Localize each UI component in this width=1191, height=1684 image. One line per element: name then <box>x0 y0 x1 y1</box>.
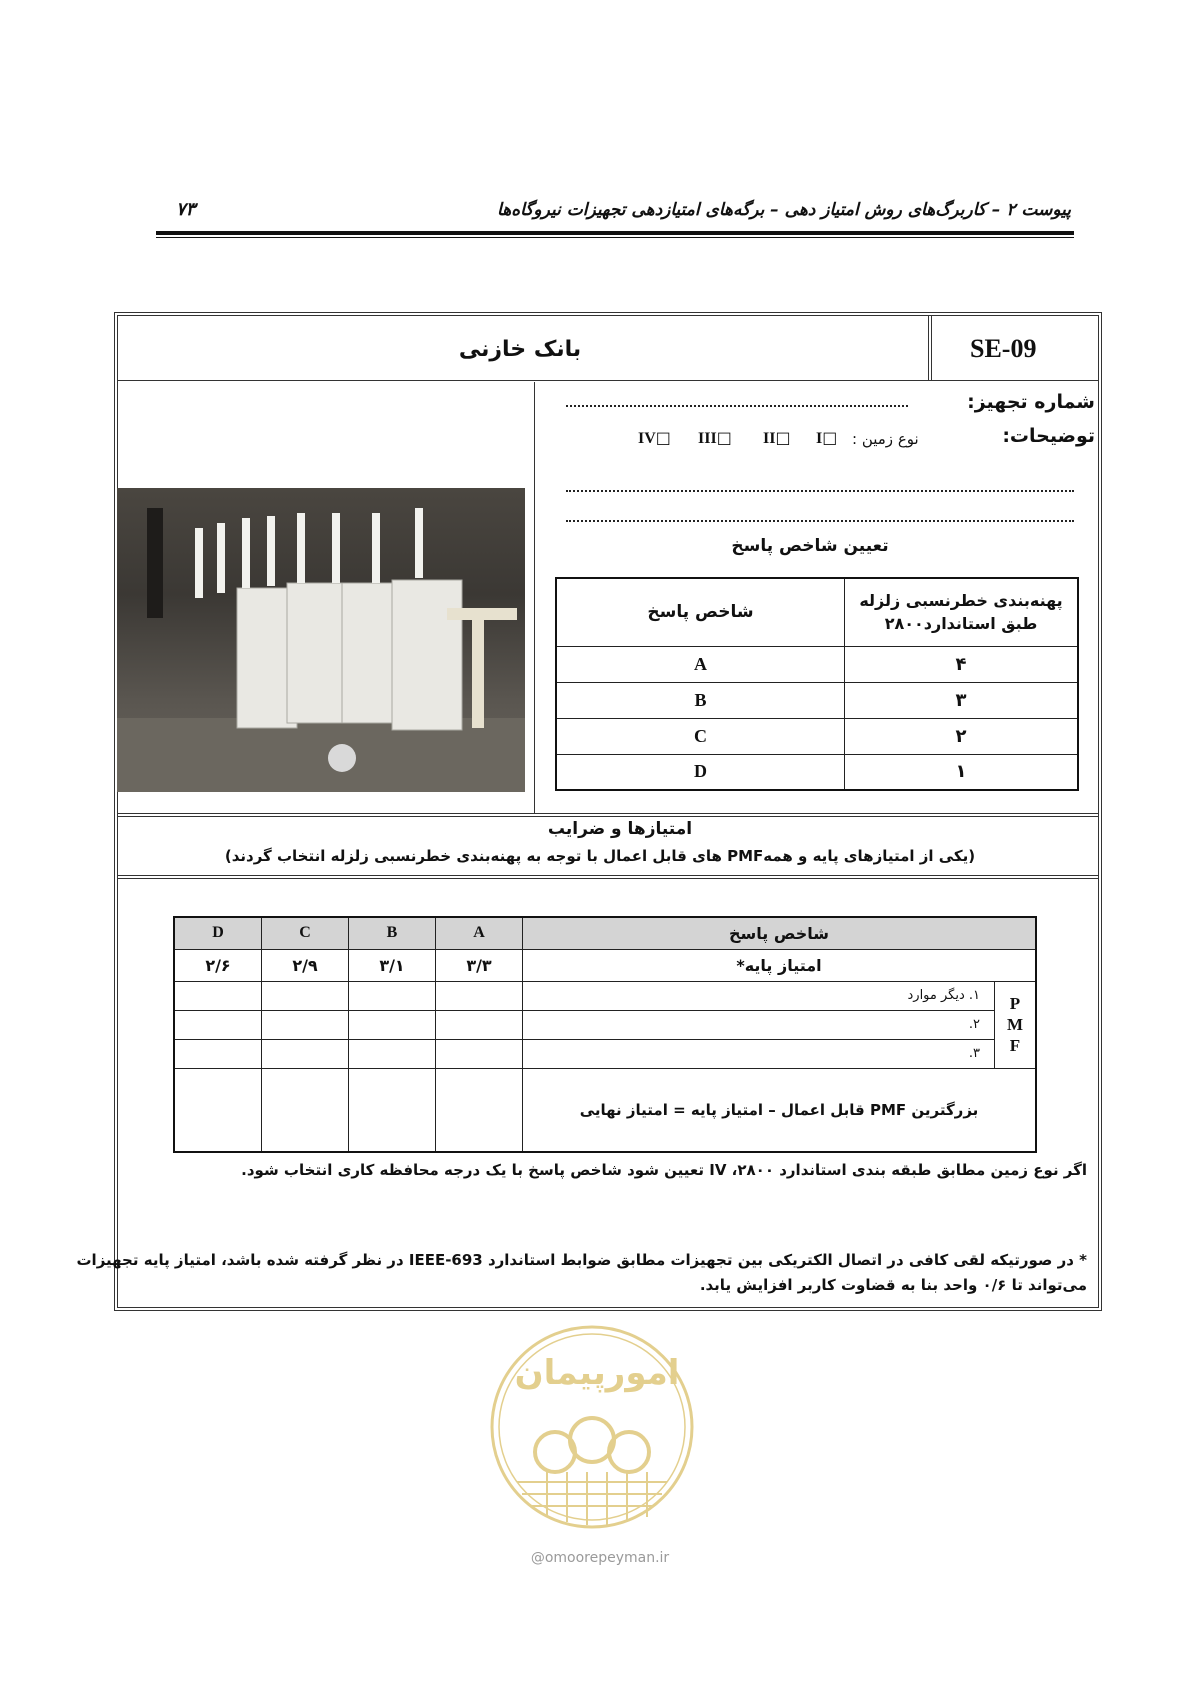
soil-type-i-checkbox[interactable]: □ <box>822 428 838 447</box>
pmf-item-2: ۲. <box>523 1010 995 1039</box>
soil-type-iv-label: IV <box>638 430 656 447</box>
svg-text:امورپیمان: امورپیمان <box>514 1353 680 1393</box>
soil-type-label: نوع زمین : <box>852 430 919 448</box>
base-score-d: ۲/۶ <box>174 949 262 981</box>
table-row: ۴ A <box>556 646 1078 682</box>
soil-type-options <box>638 428 848 450</box>
title-row-divider <box>928 315 929 380</box>
description-line-1[interactable] <box>566 490 1074 492</box>
soil-type-iii-checkbox[interactable]: □ <box>716 428 732 447</box>
score-table <box>173 916 1037 1153</box>
scores-subtitle: (یکی از امتیازهای پایه و همهPMF های قابل اعمال با توجه به پهنه‌بندی خطرنسبی زلزله انتخاب گردند) <box>224 847 976 865</box>
description-label: توضیحات: <box>1002 425 1095 447</box>
zone-header: پهنه‌بندی خطرنسبی زلزله طبق استاندارد۲۸۰۰ <box>845 578 1079 646</box>
column-b-header: B <box>349 917 436 949</box>
soil-type-note: اگر نوع زمین مطابق طبقه بندی استاندارد ۲۸۰۰، IV تعیین شود شاخص پاسخ با یک درجه محافظه کاری انتخاب شود. <box>241 1161 1087 1179</box>
equipment-code: SE-09 <box>970 334 1037 363</box>
score-index-header: شاخص پاسخ <box>523 917 1037 949</box>
watermark-logo <box>487 1322 697 1532</box>
pmf-row <box>174 1010 1036 1039</box>
column-a-header: A <box>436 917 523 949</box>
equipment-number-field[interactable] <box>566 405 908 407</box>
final-score-formula: بزرگترین PMF قابل اعمال – امتیاز پایه = امتیاز نهایی <box>523 1068 1037 1152</box>
soil-type-i-label: I <box>816 430 823 447</box>
soil-type-ii-checkbox[interactable]: □ <box>775 428 791 447</box>
pmf-row <box>174 981 1036 1010</box>
soil-type-ii-label: II <box>763 430 776 447</box>
page-number: ۷۳ <box>176 199 196 220</box>
table-row: ۲ C <box>556 718 1078 754</box>
table-row: ۱ D <box>556 754 1078 790</box>
scores-header-bottom <box>117 875 1099 876</box>
pmf-item-3: ۳. <box>523 1039 995 1068</box>
pmf-label: P M F <box>995 981 1037 1068</box>
base-score-b: ۳/۱ <box>349 949 436 981</box>
form-frame <box>117 315 1099 1308</box>
photo-divider <box>534 382 535 813</box>
base-score-label: امتیاز پایه* <box>523 949 1037 981</box>
soil-type-iv-checkbox[interactable]: □ <box>655 428 671 447</box>
description-line-2[interactable] <box>566 520 1074 522</box>
middle-section-bottom <box>117 813 1099 814</box>
response-index-table <box>555 577 1079 791</box>
equipment-number-label: شماره تجهیز: <box>967 391 1095 413</box>
response-index-title: تعیین شاخص پاسخ <box>731 536 889 556</box>
header-rule-thin <box>156 237 1074 238</box>
pmf-item-1: ۱. دیگر موارد <box>523 981 995 1010</box>
soil-type-iii-label: III <box>698 430 717 447</box>
base-score-c: ۲/۹ <box>262 949 349 981</box>
watermark-url: @omoorepeyman.ir <box>530 1550 670 1566</box>
pmf-row <box>174 1039 1036 1068</box>
equipment-photo <box>117 488 525 792</box>
footnote-line-2: می‌تواند تا ۰/۶ واحد بنا به قضاوت کاربر افزایش یابد. <box>699 1276 1087 1294</box>
column-c-header: C <box>262 917 349 949</box>
title-row-bottom <box>117 380 1099 381</box>
header-rule-thick <box>156 231 1074 235</box>
footnote-line-1: * در صورتیکه لقی کافی در اتصال الکتریکی بین تجهیزات مطابق ضوابط استاندارد IEEE-693 در نظر گرفته شده باشد، امتیاز پایه تجهیزات <box>76 1251 1087 1269</box>
base-score-row <box>174 949 1036 981</box>
index-header: شاخص پاسخ <box>556 578 845 646</box>
equipment-name: بانک خازنی <box>458 337 582 362</box>
scores-title: امتیازها و ضرایب <box>547 819 693 839</box>
column-d-header: D <box>174 917 262 949</box>
final-score-row <box>174 1068 1036 1152</box>
table-row: ۳ B <box>556 682 1078 718</box>
running-header-title: پیوست ۲ – کاربرگ‌های روش امتیاز دهی – برگه‌های امتیازدهی تجهیزات نیروگاه‌ها <box>497 200 1071 220</box>
base-score-a: ۳/۳ <box>436 949 523 981</box>
